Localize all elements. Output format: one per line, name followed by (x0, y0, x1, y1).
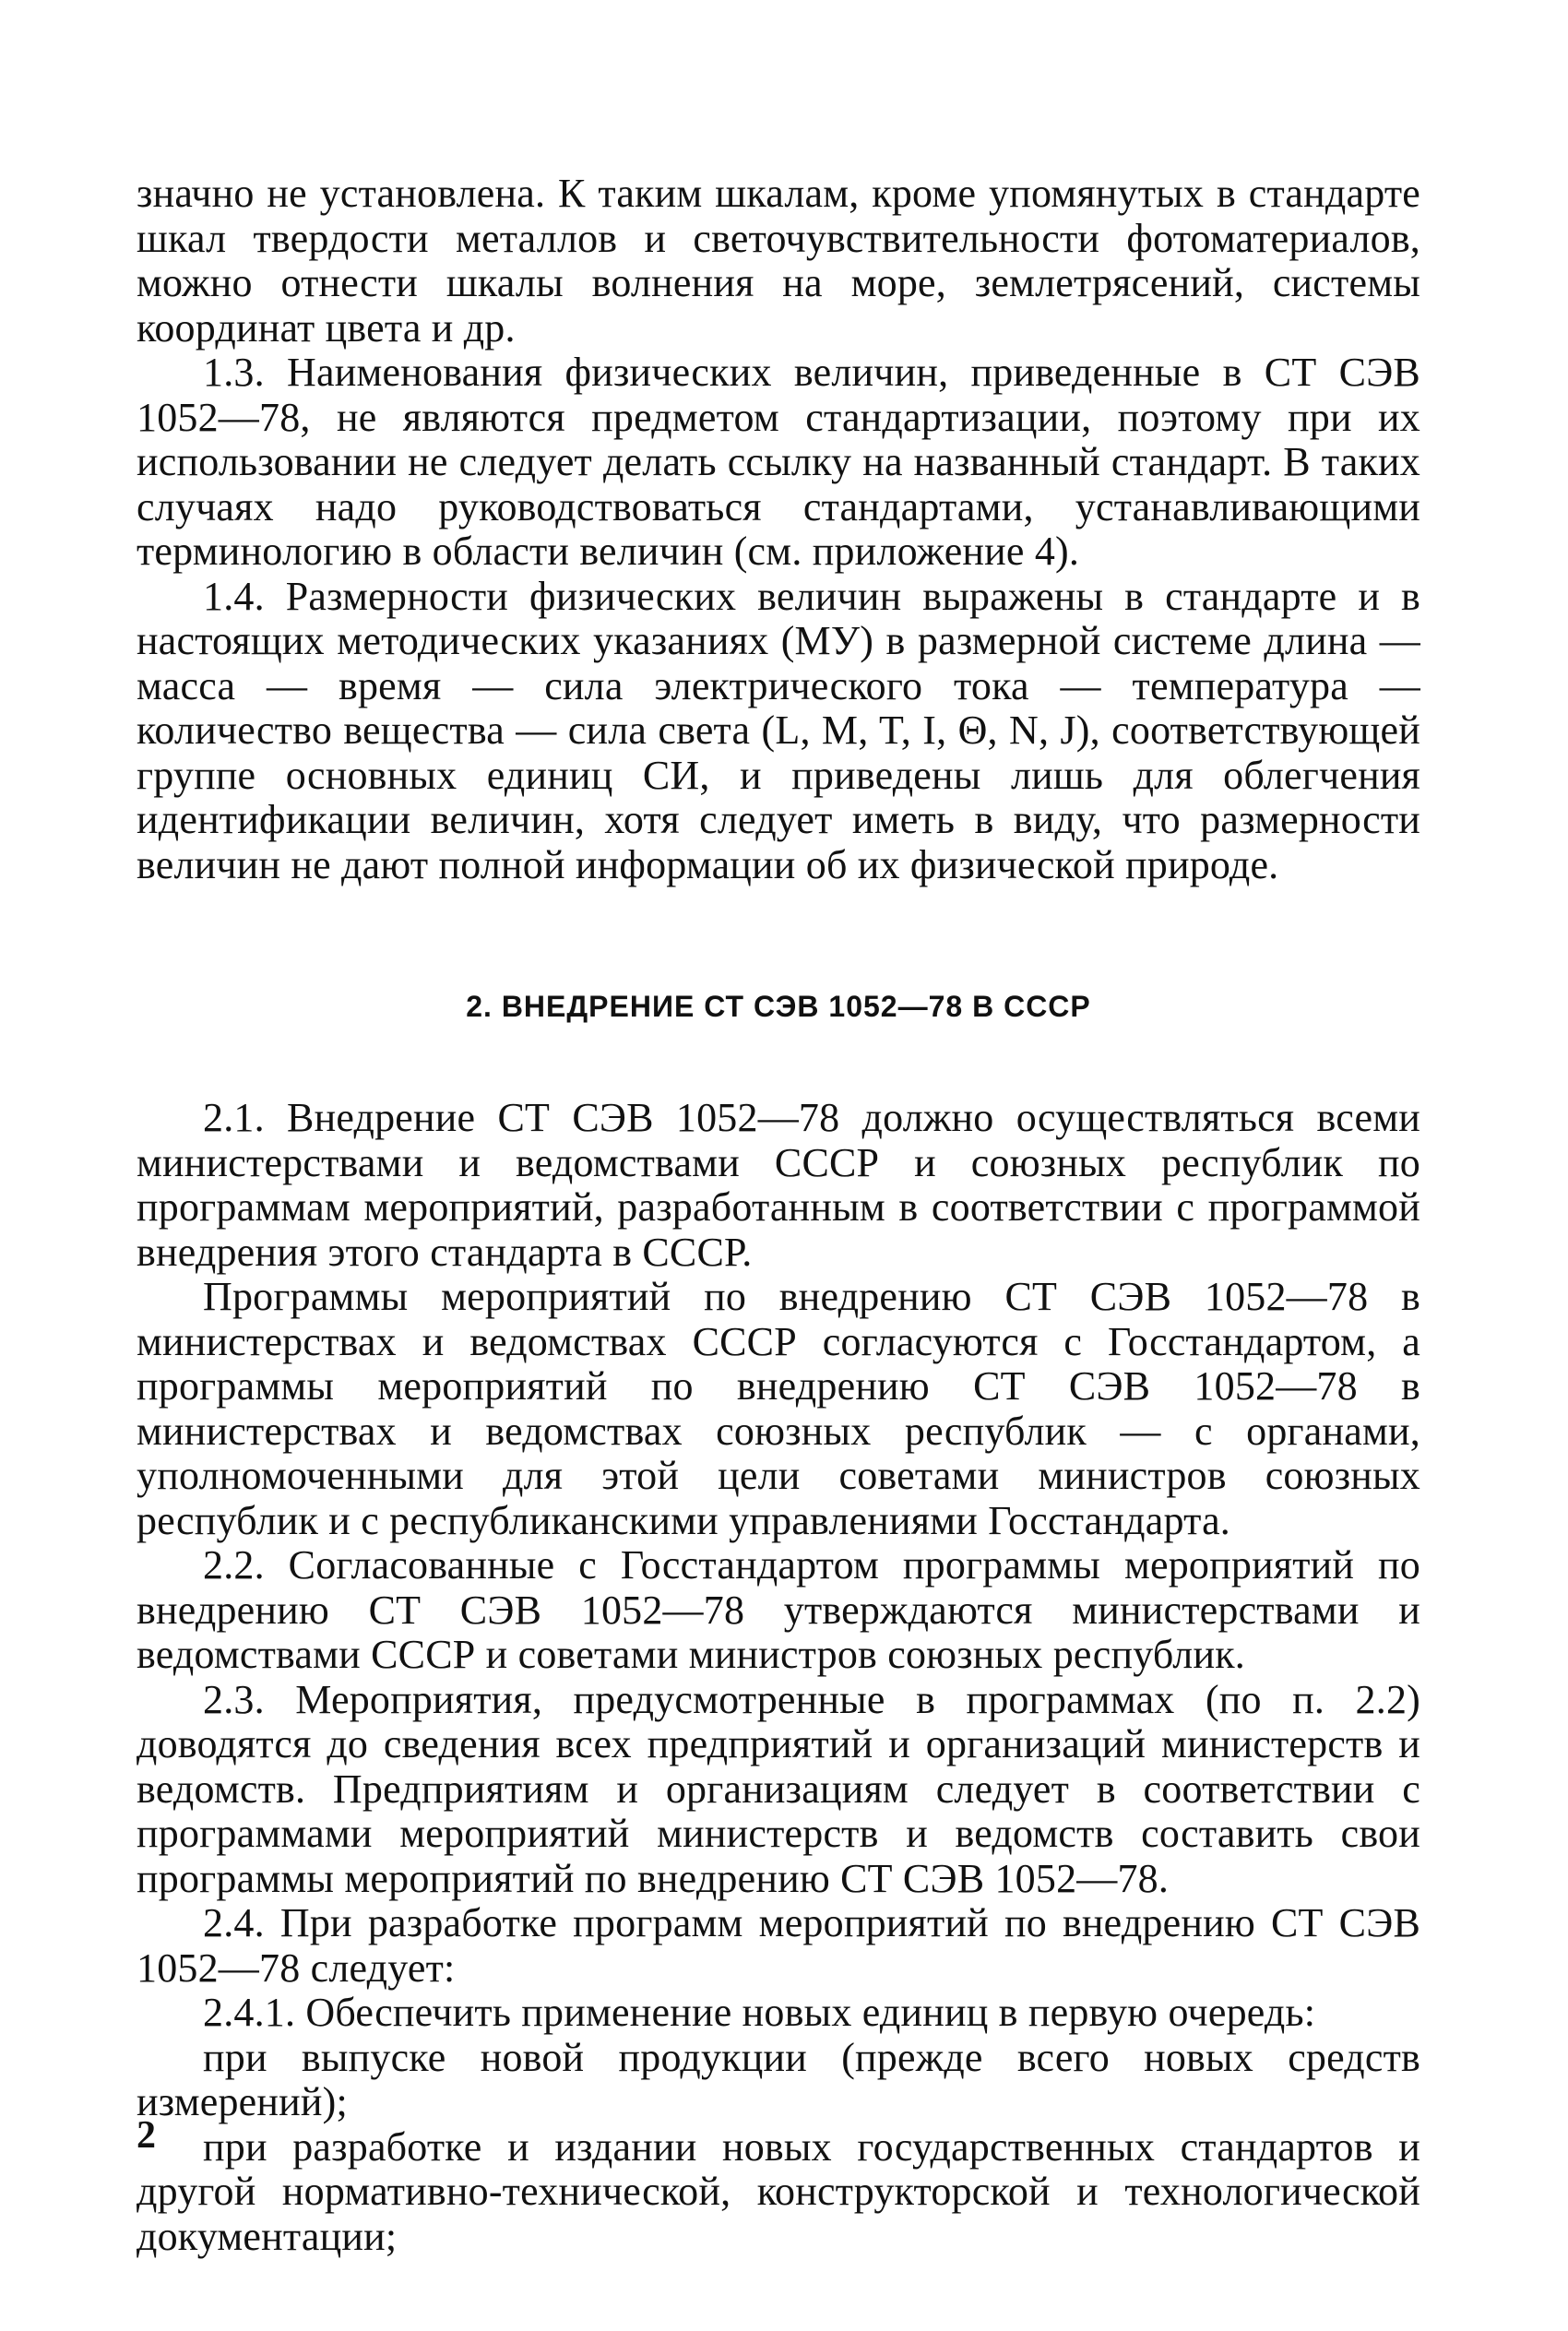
list-item-new-products: при выпуске новой продукции (прежде всего новых средств измерений); (137, 2034, 1420, 2124)
paragraph-2-3: 2.3. Мероприятия, предусмотренные в программах (по п. 2.2) доводятся до сведения всех предприятий и организаций министерств и ведомств. Предприятиям и организациям следует в соответствии с программами мероприятий министерств и ведомств составить свои программы мероприятий по внедрению СТ СЭВ 1052—78. (137, 1676, 1420, 1901)
page-number: 2 (137, 2114, 156, 2157)
document-page (137, 172, 1420, 2259)
list-item-new-standards: при разработке и издании новых государственных стандартов и другой нормативно-технической, конструкторской и технологической документации; (137, 2123, 1420, 2259)
paragraph-2-1: 2.1. Внедрение СТ СЭВ 1052—78 должно осуществляться всеми министерствами и ведомствами СССР и союзных республик по программам мероприятий, разработанным в соответствии с программой внедрения этого стандарта в СССР. (137, 1095, 1420, 1275)
paragraph-2-2: 2.2. Согласованные с Госстандартом программы мероприятий по внедрению СТ СЭВ 1052—78 утверждаются министерствами и ведомствами СССР и советами министров союзных республик. (137, 1542, 1420, 1677)
paragraph-1-3: 1.3. Наименования физических величин, приведенные в СТ СЭВ 1052—78, не являются предметом стандартизации, поэтому при их использовании не следует делать ссылку на названный стандарт. В таких случаях надо руководствоваться стандартами, устанавливающими терминологию в области величин (см. приложение 4). (137, 350, 1420, 574)
paragraph-2-4: 2.4. При разработке программ мероприятий по внедрению СТ СЭВ 1052—78 следует: (137, 1900, 1420, 1991)
paragraph-programs: Программы мероприятий по внедрению СТ СЭВ 1052—78 в министерствах и ведомствах СССР согласуются с Госстандартом, а программы мероприятий по внедрению СТ СЭВ 1052—78 в министерствах и ведомствах союзных республик — с органами, уполномоченными для этой цели советами министров союзных республик и с республиканскими управлениями Госстандарта. (137, 1274, 1420, 1543)
paragraph-1-4: 1.4. Размерности физических величин выражены в стандарте и в настоящих методических указаниях (МУ) в размерной системе длина — масса — время — сила электрического тока — температура — количество вещества — сила света (L, M, T, I, Θ, N, J), соответствующей группе основных единиц СИ, и приведены лишь для облегчения идентификации величин, хотя следует иметь в виду, что размерности величин не дают полной информации об их физической природе. (137, 573, 1420, 887)
paragraph-2-4-1: 2.4.1. Обеспечить применение новых единиц в первую очередь: (203, 1990, 1316, 2035)
section-heading: 2. ВНЕДРЕНИЕ СТ СЭВ 1052—78 В СССР (466, 990, 1091, 1023)
paragraph-continued: значно не установлена. К таким шкалам, кроме упомянутых в стандарте шкал твердости металлов и светочувствительности фотоматериалов, можно отнести шкалы волнения на море, землетрясений, системы координат цвета и др. (137, 171, 1420, 351)
